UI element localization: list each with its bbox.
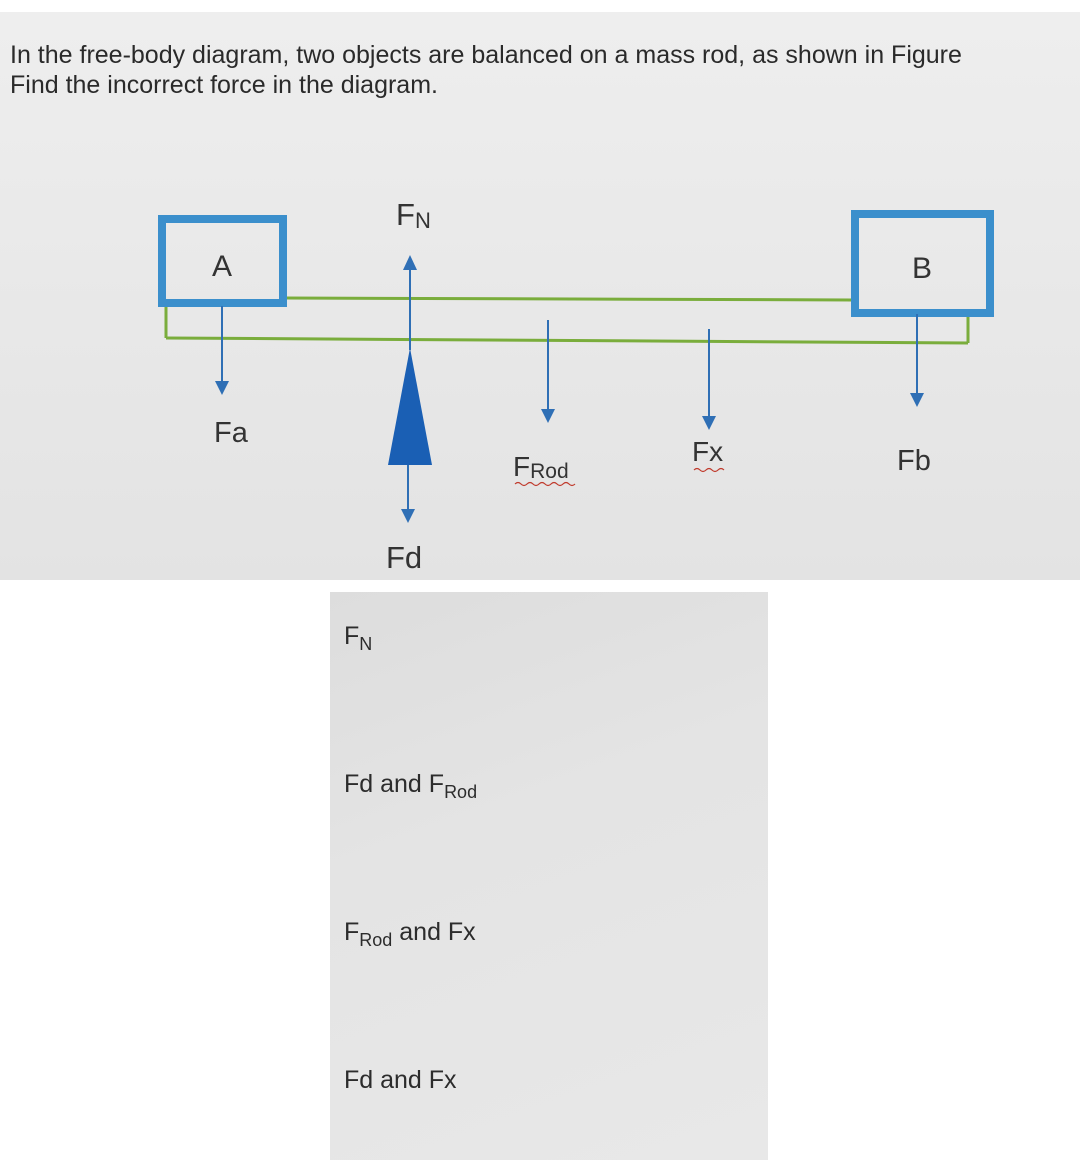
fn-label-sub: N	[414, 208, 431, 233]
option-3-rest: and Fx	[392, 918, 476, 946]
option-2[interactable]	[344, 770, 477, 803]
option-3[interactable]	[344, 918, 476, 951]
question-line-1: In the free-body diagram, two objects are balanced on a mass rod, as shown in Figure	[10, 41, 962, 69]
box-a-label: A	[211, 250, 233, 283]
option-4-main: Fd and Fx	[344, 1066, 457, 1094]
fa-label: Fa	[214, 417, 248, 449]
fd-arrow	[401, 465, 415, 523]
fd-label: Fd	[386, 540, 423, 575]
fx-spellcheck-underline	[694, 469, 724, 472]
option-2-main: Fd and F	[344, 770, 445, 798]
free-body-diagram	[0, 0, 1080, 580]
box-b-label: B	[911, 252, 933, 285]
frod-label-sub: Rod	[530, 460, 569, 483]
option-2-sub: Rod	[444, 782, 478, 802]
fn-label	[396, 197, 431, 233]
fn-arrow	[403, 255, 417, 350]
option-4[interactable]	[344, 1066, 457, 1099]
option-1-sub: N	[359, 634, 373, 654]
option-3-main: F	[344, 918, 360, 946]
fulcrum	[388, 348, 432, 465]
fa-arrow	[215, 306, 229, 395]
option-1[interactable]	[344, 622, 372, 655]
option-1-main: F	[344, 622, 360, 650]
fx-label: Fx	[692, 436, 724, 467]
fb-arrow	[910, 314, 924, 407]
frod-arrow	[541, 320, 555, 423]
answer-options-panel	[330, 592, 768, 1160]
frod-label	[513, 451, 569, 483]
fn-label-main: F	[396, 197, 415, 232]
fb-label: Fb	[897, 445, 931, 477]
option-3-sub: Rod	[359, 930, 393, 950]
fx-arrow	[702, 329, 716, 430]
frod-label-main: F	[513, 451, 531, 482]
question-line-2: Find the incorrect force in the diagram.	[10, 71, 438, 99]
